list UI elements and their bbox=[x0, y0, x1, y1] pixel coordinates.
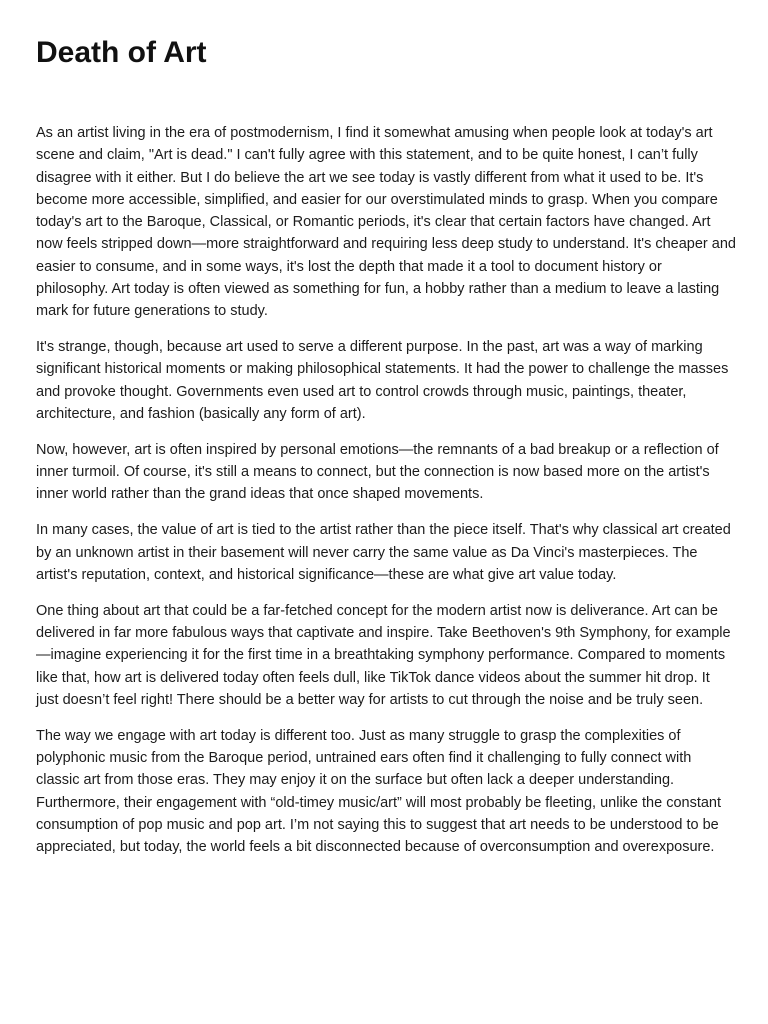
paragraph: As an artist living in the era of postmodernism, I find it somewhat amusing when people look at today's art scene and claim, "Art is dead." I can't fully agree with this statement, and to be quite honest, I can’t fully disagree with it either. But I do believe the art we see today is vastly different from what it used to be. It's become more accessible, simplified, and easier for our overstimulated minds to grasp. When you compare today's art to the Baroque, Classical, or Romantic periods, it's clear that certain factors have changed. Art now feels stripped down—more straightforward and requiring less deep study to understand. It's cheaper and easier to consume, and in some ways, it's lost the depth that made it a tool to document history or philosophy. Art today is often viewed as something for fun, a hobby rather than a medium to leave a lasting mark for future generations to study. bbox=[36, 125, 736, 320]
paragraph: The way we engage with art today is different too. Just as many struggle to grasp the complexities of polyphonic music from the Baroque period, untrained ears often find it challenging to fully connect with classic art from those eras. They may enjoy it on the surface but often lack a deeper understanding. Furthermore, their engagement with “old-timey music/art” will most probably be fleeting, unlike the constant consumption of pop music and pop art. I’m not saying this to suggest that art needs to be understood to be appreciated, but today, the world feels a bit disconnected because of overconsumption and overexposure. bbox=[36, 727, 722, 856]
page-title: Death of Art bbox=[36, 36, 207, 69]
article-body bbox=[36, 122, 736, 858]
paragraph: It's strange, though, because art used to serve a different purpose. In the past, art was a way of marking significant historical moments or making philosophical statements. It had the power to challenge the masses and provoke thought. Governments even used art to control crowds through music, paintings, theater, architecture, and fashion (basically any form of art). bbox=[36, 339, 729, 423]
paragraph: In many cases, the value of art is tied to the artist rather than the piece itself. That's why classical art created by an unknown artist in their basement will never carry the same value as Da Vinci's masterpieces. The artist's reputation, context, and historical significance—these are what give art value today. bbox=[36, 522, 731, 583]
article bbox=[36, 0, 736, 872]
paragraph: Now, however, art is often inspired by personal emotions—the remnants of a bad breakup or a reflection of inner turmoil. Of course, it's still a means to connect, but the connection is now based more on the artist's inner world rather than the grand ideas that once shaped movements. bbox=[36, 441, 719, 503]
paragraph: One thing about art that could be a far-fetched concept for the modern artist now is deliverance. Art can be delivered in far more fabulous ways that captivate and inspire. Take Beethoven's 9th Symphony, for example—imagine experiencing it for the first time in a breathtaking symphony performance. Compared to moments like that, how art is delivered today often feels dull, like TikTok dance videos about the summer hit drop. It just doesn’t feel right! There should be a better way for artists to cut through the noise and be truly seen. bbox=[36, 602, 731, 708]
